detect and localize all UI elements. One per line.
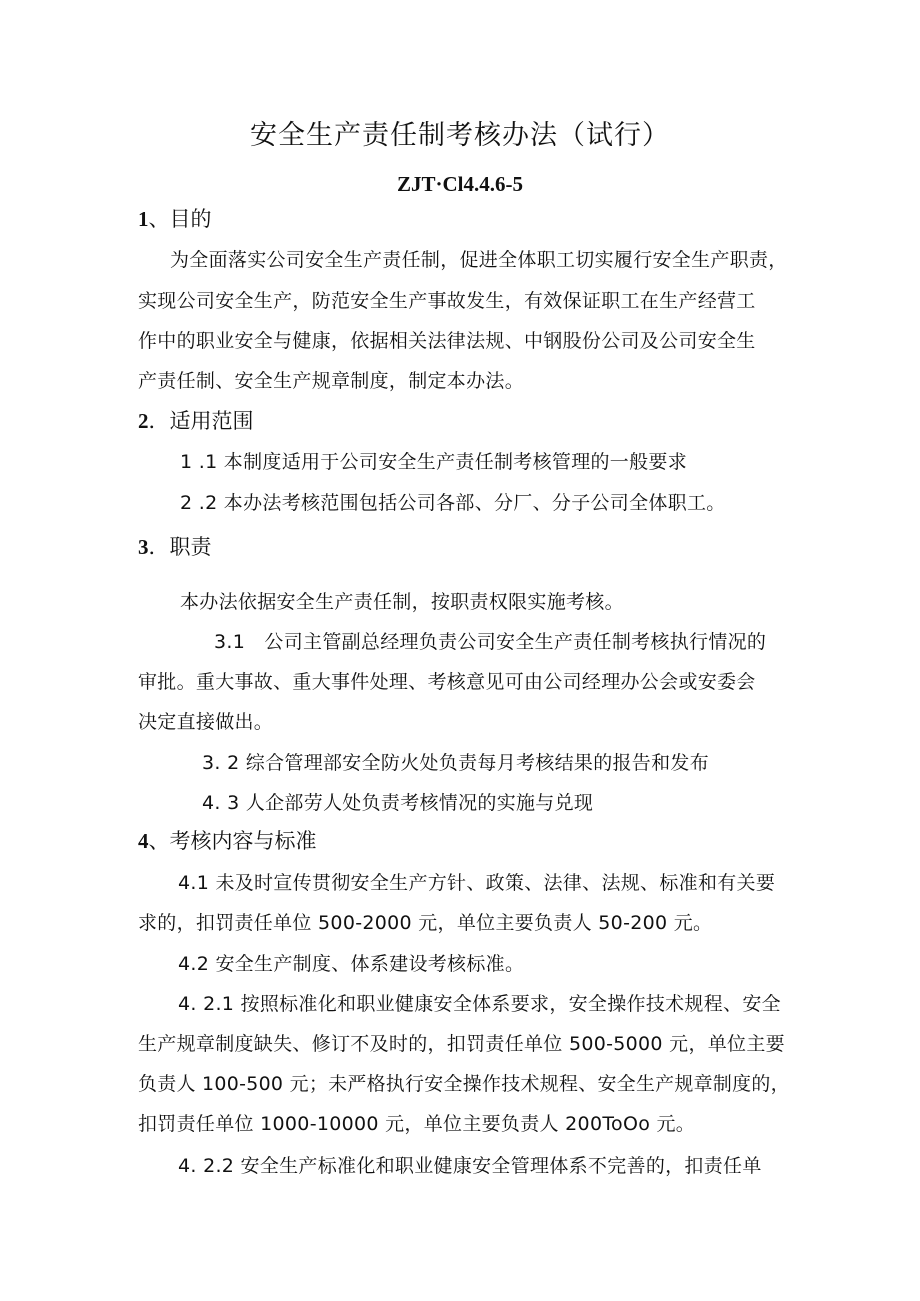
paragraph-line: 审批。重大事故、重大事件处理、考核意见可由公司经理办公会或安委会 xyxy=(138,671,756,693)
paragraph-line: 求的，扣罚责任单位 500-2000 元，单位主要负责人 50-200 元。 xyxy=(138,912,713,934)
paragraph-line: 1 .1 本制度适用于公司安全生产责任制考核管理的一般要求 xyxy=(180,451,687,473)
paragraph-line: 4.1 未及时宣传贯彻安全生产方针、政策、法律、法规、标准和有关要 xyxy=(178,872,776,894)
section-2-title: ．适用范围 xyxy=(148,409,254,433)
section-2-heading xyxy=(138,406,254,436)
paragraph-line: 作中的职业安全与健康，依据相关法律法规、中钢股份公司及公司安全生 xyxy=(138,330,756,352)
section-3-heading xyxy=(138,532,212,562)
section-4-heading xyxy=(138,826,317,856)
section-1-title: 、目的 xyxy=(148,207,212,231)
paragraph-line: 4. 2.2 安全生产标准化和职业健康安全管理体系不完善的，扣责任单 xyxy=(178,1155,762,1177)
paragraph-line: 负责人 100-500 元；未严格执行安全操作技术规程、安全生产规章制度的， xyxy=(138,1073,790,1095)
paragraph-line: 扣罚责任单位 1000-10000 元，单位主要负责人 200ToOo 元。 xyxy=(138,1113,696,1135)
section-3-title: ．职责 xyxy=(148,535,212,559)
paragraph-line: 4. 3 人企部劳人处负责考核情况的实施与兑现 xyxy=(202,792,594,814)
paragraph-line: 3.1 公司主管副总经理负责公司安全生产责任制考核执行情况的 xyxy=(214,631,767,653)
document-code: ZJT·Cl4.4.6-5 xyxy=(396,172,523,196)
section-4-number: 4 xyxy=(138,829,149,853)
paragraph-line: 3. 2 综合管理部安全防火处负责每月考核结果的报告和发布 xyxy=(202,752,709,774)
paragraph-line: 2 .2 本办法考核范围包括公司各部、分厂、分子公司全体职工。 xyxy=(180,492,726,514)
section-3-number: 3 xyxy=(138,535,149,559)
section-4-title: 、考核内容与标准 xyxy=(148,829,317,853)
paragraph-line: 产责任制、安全生产规章制度，制定本办法。 xyxy=(138,370,525,392)
section-1-number: 1 xyxy=(138,207,149,231)
paragraph-line: 为全面落实公司安全生产责任制，促进全体职工切实履行安全生产职责， xyxy=(170,249,788,271)
section-2-number: 2 xyxy=(138,409,149,433)
paragraph-line: 生产规章制度缺失、修订不及时的，扣罚责任单位 500-5000 元，单位主要 xyxy=(138,1033,785,1055)
document-title: 安全生产责任制考核办法（试行） xyxy=(250,120,670,151)
section-1-heading xyxy=(138,204,212,234)
paragraph-line: 4.2 安全生产制度、体系建设考核标准。 xyxy=(178,953,525,975)
paragraph-line: 4. 2.1 按照标准化和职业健康安全体系要求，安全操作技术规程、安全 xyxy=(178,993,781,1015)
paragraph-line: 决定直接做出。 xyxy=(138,711,274,733)
paragraph-line: 本办法依据安全生产责任制，按职责权限实施考核。 xyxy=(180,591,624,613)
paragraph-line: 实现公司安全生产，防范安全生产事故发生，有效保证职工在生产经营工 xyxy=(138,290,756,312)
